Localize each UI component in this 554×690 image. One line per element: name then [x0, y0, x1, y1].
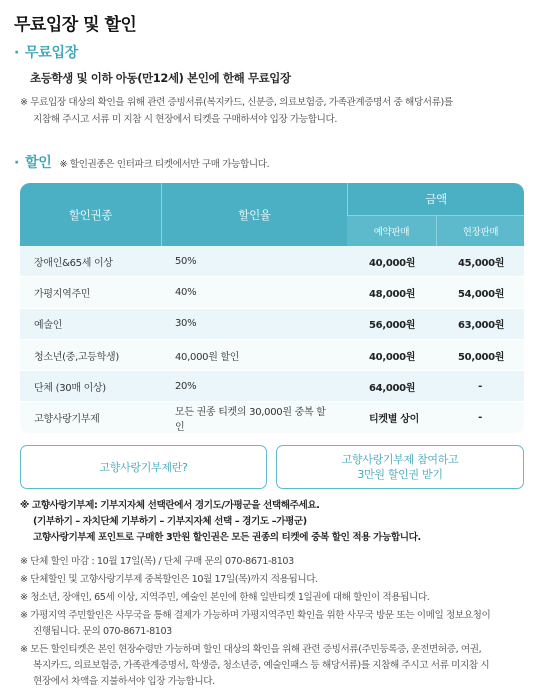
join-gohyang-label-1: 고향사랑기부제 참여하고: [341, 453, 459, 466]
cell-rate: 모든 권종 티켓의 30,000원 중복 할인: [161, 402, 347, 433]
discount-heading-text: 할인: [25, 155, 52, 171]
cell-onsite: -: [436, 371, 524, 402]
discount-heading: [14, 152, 269, 172]
cell-presale: 56,000원: [347, 309, 436, 340]
gohyang-note-2: (기부하기 – 자치단체 기부하기 – 기부지자체 선택 – 경기도 –가평군): [33, 516, 307, 527]
note-duplicate-discount: ※ 단체할인 및 고향사랑기부제 중복할인은 10월 17일(목)까지 적용됩니다.: [20, 574, 318, 585]
table-row: [20, 371, 524, 402]
note-pickup-3: 현장에서 차액을 지불하셔야 입장 가능합니다.: [33, 676, 215, 687]
cell-presale: 40,000원: [347, 340, 436, 371]
note-eligibility: ※ 청소년, 장애인, 65세 이상, 지역주민, 예술인 본인에 한해 일반티켓 1일권에 대해 할인이 적용됩니다.: [20, 592, 430, 603]
cell-onsite: 50,000원: [436, 340, 524, 371]
cell-presale: 티켓별 상이: [347, 402, 436, 433]
cell-type: 가평지역주민: [20, 277, 161, 308]
table-row: [20, 246, 524, 277]
cell-presale: 40,000원: [347, 246, 436, 277]
col-header-presale: 예약판매: [347, 215, 436, 246]
free-entry-note-2: 지참해 주시고 서류 미 지참 시 현장에서 티켓을 구매하셔야 입장 가능합니다.: [33, 114, 338, 125]
page-title: 무료입장 및 할인: [14, 15, 137, 35]
cell-rate: 20%: [161, 371, 347, 402]
cell-rate: 30%: [161, 309, 347, 340]
note-pickup-1: ※ 모든 할인티켓은 본인 현장수령만 가능하며 할인 대상의 확인을 위해 관련 증빙서류(주민등록증, 운전면허증, 여권,: [20, 644, 482, 655]
table-row: [20, 277, 524, 308]
gohyang-note-1: ※ 고향사랑기부제: 기부지자체 선택란에서 경기도/가평군을 선택해주세요.: [20, 500, 320, 511]
bullet-dot-icon: ·: [14, 45, 20, 61]
what-is-gohyang-button[interactable]: [20, 445, 267, 489]
cell-type: 장애인&65세 이상: [20, 246, 161, 277]
note-resident-2: 진행됩니다. 문의 070-8671-8103: [33, 626, 172, 637]
cell-type: 예술인: [20, 309, 161, 340]
table-row: [20, 309, 524, 340]
cell-rate: 50%: [161, 246, 347, 277]
discount-table: [20, 183, 524, 434]
note-group-deadline: ※ 단체 할인 마감 : 10월 17일(목) / 단체 구매 문의 070-8671-8103: [20, 556, 294, 567]
table-header-row: [20, 183, 524, 215]
col-header-type: 할인권종: [20, 183, 161, 246]
col-header-onsite: 현장판매: [436, 215, 524, 246]
cell-onsite: 54,000원: [436, 277, 524, 308]
note-pickup-2: 복지카드, 의료보험증, 가족관계증명서, 학생증, 청소년증, 예술인패스 등 해당서류)를 지참해 주시고 서류 미지참 시: [33, 660, 490, 671]
cell-rate: 40,000원 할인: [161, 340, 347, 371]
free-entry-heading-text: 무료입장: [25, 45, 78, 61]
discount-subnote: ※ 할인권종은 인터파크 티켓에서만 구매 가능합니다.: [59, 159, 270, 170]
free-entry-heading: [14, 42, 78, 62]
note-resident-1: ※ 가평지역 주민할인은 사무국을 통해 결제가 가능하며 가평지역주민 확인을 위한 사무국 방문 또는 이메일 정보요청이: [20, 610, 491, 621]
cell-onsite: -: [436, 402, 524, 433]
table-row: [20, 402, 524, 433]
cell-presale: 64,000원: [347, 371, 436, 402]
col-header-price: 금액: [347, 183, 524, 215]
cell-onsite: 45,000원: [436, 246, 524, 277]
col-header-rate: 할인율: [161, 183, 347, 246]
cell-type: 고향사랑기부제: [20, 402, 161, 433]
join-gohyang-label-2: 3만원 할인권 받기: [357, 468, 443, 481]
cell-type: 청소년(중,고등학생): [20, 340, 161, 371]
gohyang-note-3: 고향사랑기부제 포인트로 구매한 3만원 할인권은 모든 권종의 티켓에 중복 할인 적용 가능합니다.: [33, 532, 421, 543]
join-gohyang-button[interactable]: [276, 445, 524, 489]
cell-type: 단체 (30매 이상): [20, 371, 161, 402]
free-entry-note-1: ※ 무료입장 대상의 확인을 위해 관련 증빙서류(복지카드, 신분증, 의료보험증, 가족관계증명서 중 해당서류)를: [20, 97, 453, 108]
what-is-gohyang-label: 고향사랑기부제란?: [99, 460, 188, 474]
cell-onsite: 63,000원: [436, 309, 524, 340]
cell-presale: 48,000원: [347, 277, 436, 308]
cell-rate: 40%: [161, 277, 347, 308]
free-entry-lead: 초등학생 및 이하 아동(만12세) 본인에 한해 무료입장: [30, 71, 291, 85]
table-row: [20, 340, 524, 371]
bullet-dot-icon: ·: [14, 155, 20, 171]
